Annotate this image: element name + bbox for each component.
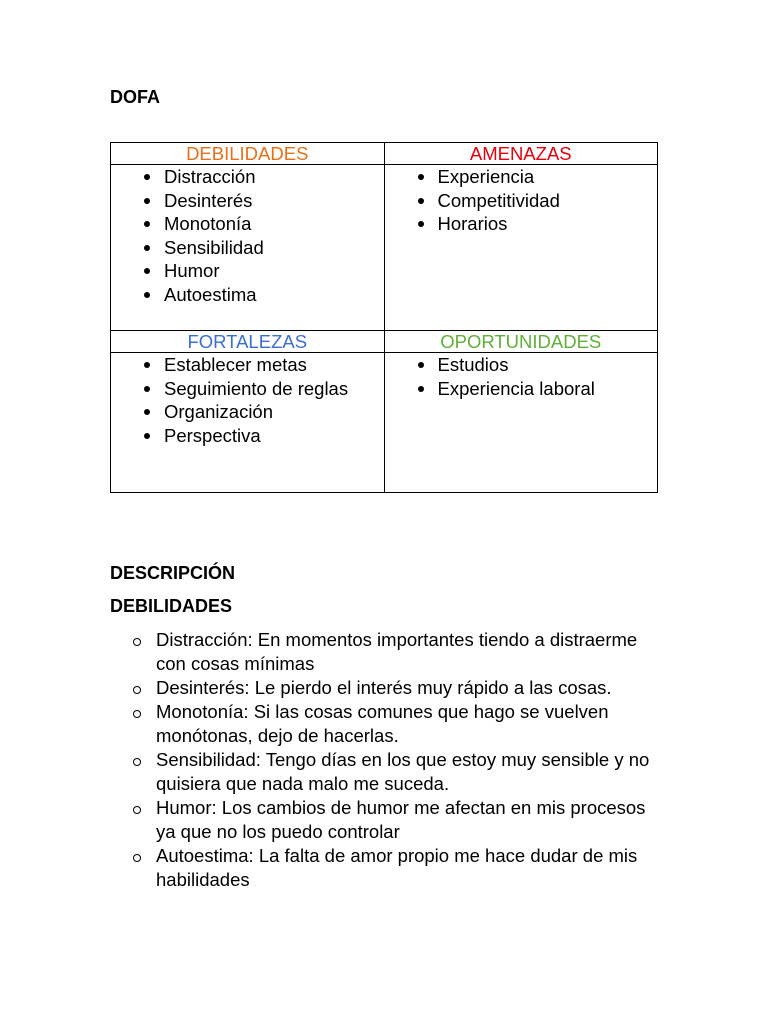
- list-item: Monotonía: [111, 212, 384, 236]
- amenazas-list: [385, 165, 658, 236]
- description-subheading: DEBILIDADES: [110, 596, 233, 616]
- description-list: [110, 628, 670, 892]
- list-item: Perspectiva: [111, 424, 384, 448]
- oportunidades-list: [385, 353, 658, 400]
- list-item: Autoestima: La falta de amor propio me hace dudar de mis habilidades: [110, 844, 670, 892]
- document-title: DOFA: [110, 87, 161, 107]
- list-item: Humor: Los cambios de humor me afectan en mis procesos ya que no los puedo controlar: [110, 796, 670, 844]
- debilidades-list: [111, 165, 384, 307]
- fortalezas-header: FORTALEZAS: [111, 331, 385, 353]
- list-item: Estudios: [385, 353, 658, 377]
- fortalezas-cell: [111, 353, 385, 493]
- debilidades-header: DEBILIDADES: [111, 143, 385, 165]
- fortalezas-list: [111, 353, 384, 447]
- debilidades-cell: [111, 165, 385, 331]
- list-item: Humor: [111, 259, 384, 283]
- list-item: Horarios: [385, 212, 658, 236]
- amenazas-cell: [384, 165, 658, 331]
- oportunidades-header: OPORTUNIDADES: [384, 331, 658, 353]
- list-item: Distracción: [111, 165, 384, 189]
- list-item: Distracción: En momentos importantes tiendo a distraerme con cosas mínimas: [110, 628, 670, 676]
- oportunidades-cell: [384, 353, 658, 493]
- list-item: Autoestima: [111, 283, 384, 307]
- list-item: Desinterés: [111, 189, 384, 213]
- list-item: Monotonía: Si las cosas comunes que hago se vuelven monótonas, dejo de hacerlas.: [110, 700, 670, 748]
- amenazas-header: AMENAZAS: [384, 143, 658, 165]
- list-item: Sensibilidad: [111, 236, 384, 260]
- list-item: Organización: [111, 400, 384, 424]
- description-heading: DESCRIPCIÓN: [110, 563, 236, 583]
- list-item: Experiencia laboral: [385, 377, 658, 401]
- list-item: Competitividad: [385, 189, 658, 213]
- list-item: Sensibilidad: Tengo días en los que estoy muy sensible y no quisiera que nada malo me suceda.: [110, 748, 670, 796]
- dofa-table: [110, 142, 658, 493]
- list-item: Desinterés: Le pierdo el interés muy rápido a las cosas.: [110, 676, 670, 700]
- list-item: Establecer metas: [111, 353, 384, 377]
- list-item: Experiencia: [385, 165, 658, 189]
- list-item: Seguimiento de reglas: [111, 377, 384, 401]
